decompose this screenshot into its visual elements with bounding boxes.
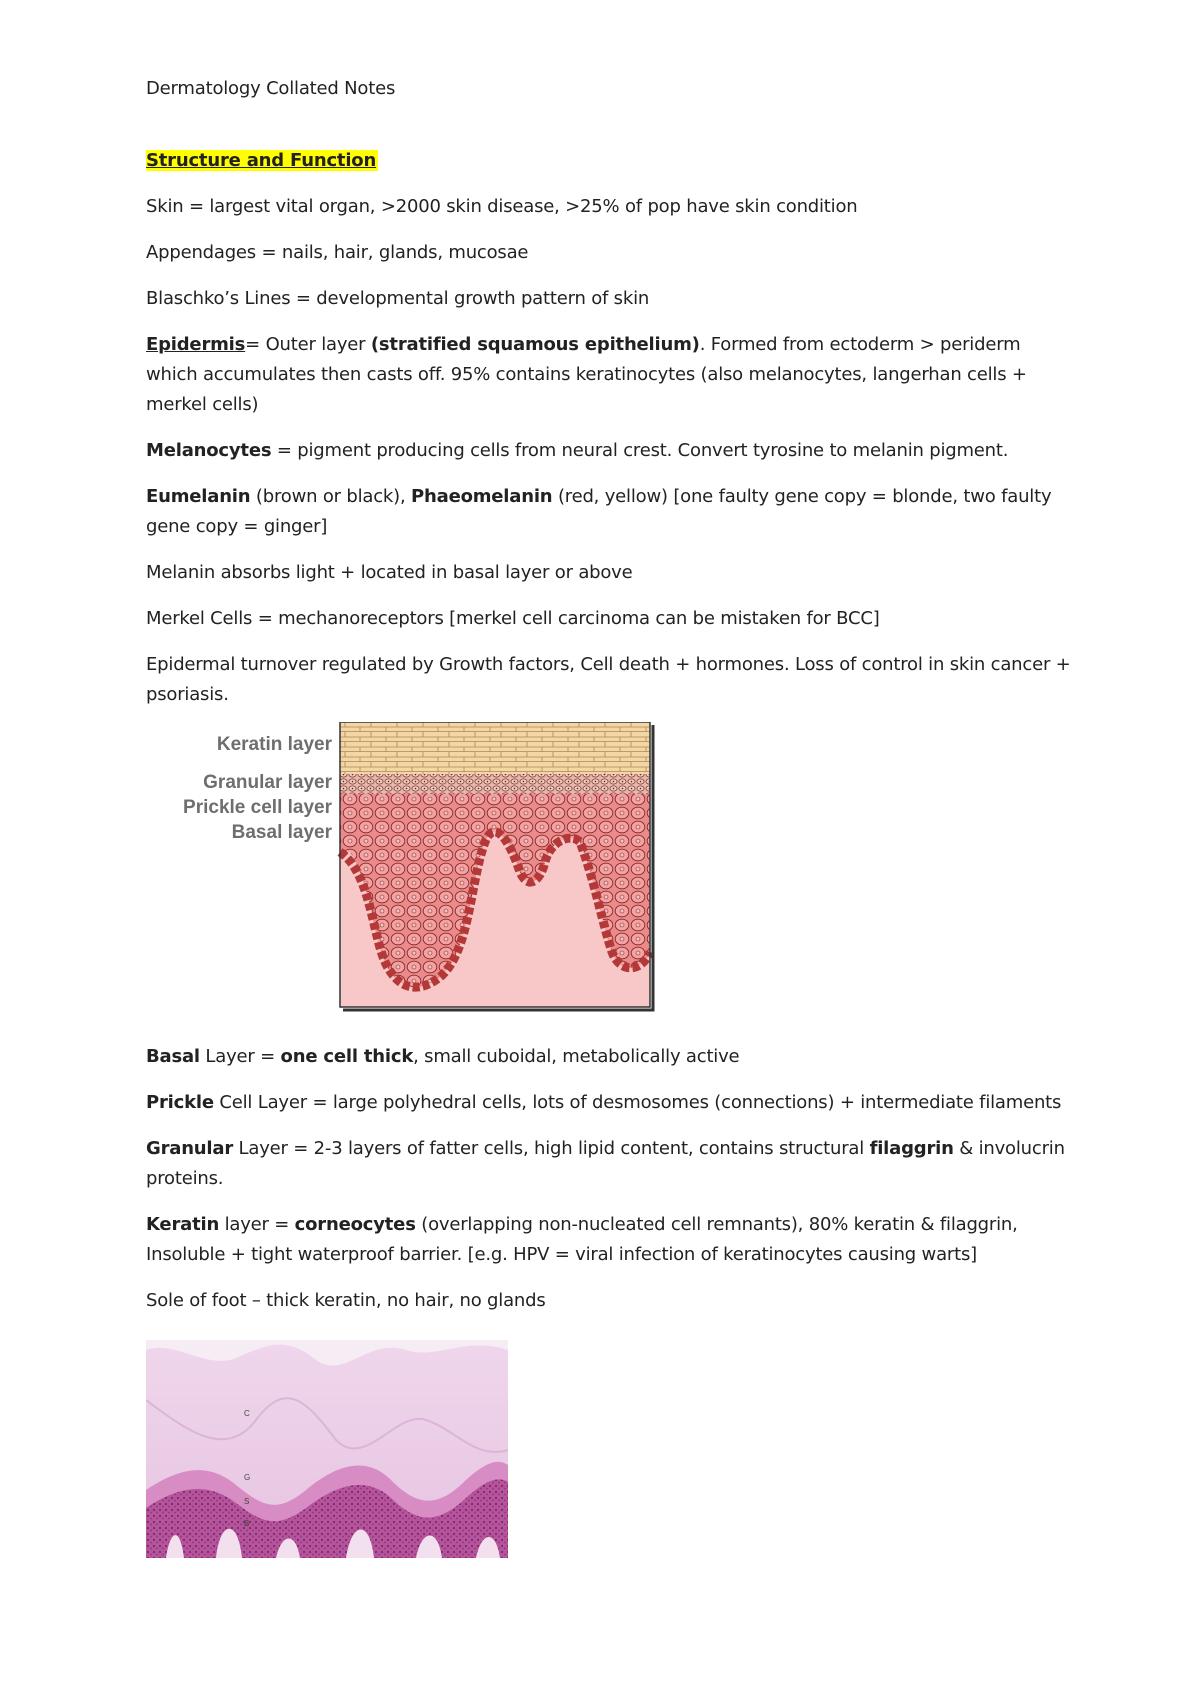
- micro-letter-c: C: [244, 1409, 250, 1418]
- basal-rest: , small cuboidal, metabolically active: [413, 1046, 740, 1067]
- basal-note: [146, 1042, 1076, 1072]
- basal-bold: one cell thick: [280, 1046, 414, 1067]
- epidermis-diagram: [150, 722, 660, 1012]
- prickle-term: Prickle: [146, 1092, 214, 1113]
- blaschko-note: Blaschko’s Lines = developmental growth pattern of skin: [146, 288, 650, 309]
- skin-note: Skin = largest vital organ, >2000 skin disease, >25% of pop have skin condition: [146, 196, 858, 217]
- epidermis-bold: (stratified squamous epithelium): [370, 334, 700, 355]
- filaggrin-bold: filaggrin: [869, 1138, 954, 1159]
- micro-letter-s: S: [244, 1497, 250, 1506]
- diagram-labels: [150, 722, 332, 1012]
- keratin-rest: (overlapping non-nucleated cell remnants), 80% keratin & filaggrin, Insoluble + tight waterproof barrier. [e.g. HPV = viral infection of keratinocytes causing warts]: [146, 1214, 1018, 1265]
- basal-mid: Layer =: [199, 1046, 281, 1067]
- eumelanin-mid: (brown or black),: [250, 486, 412, 507]
- phaeomelanin-term: Phaeomelanin: [411, 486, 553, 507]
- epidermis-note: [146, 330, 1076, 420]
- micro-letter-g: G: [244, 1473, 251, 1482]
- eumelanin-term: Eumelanin: [146, 486, 251, 507]
- eumelanin-note: [146, 482, 1076, 542]
- prickle-note: [146, 1088, 1076, 1118]
- sole-note: Sole of foot – thick keratin, no hair, no glands: [146, 1290, 546, 1311]
- basal-layer-label: Basal layer: [231, 822, 332, 843]
- granular-note: [146, 1134, 1076, 1194]
- keratin-note: [146, 1210, 1076, 1270]
- granular-layer-label: Granular layer: [203, 772, 332, 793]
- granular-mid: Layer = 2-3 layers of fatter cells, high lipid content, contains structural: [233, 1138, 870, 1159]
- appendages-note: Appendages = nails, hair, glands, mucosae: [146, 242, 529, 263]
- eumelanin-rest: (red, yellow) [one faulty gene copy = blonde, two faulty gene copy = ginger]: [146, 486, 1052, 537]
- granular-term: Granular: [146, 1138, 234, 1159]
- prickle-layer-label: Prickle cell layer: [183, 797, 332, 818]
- melanocytes-term: Melanocytes: [146, 440, 272, 461]
- melanin-note: Melanin absorbs light + located in basal layer or above: [146, 562, 633, 583]
- turnover-note: Epidermal turnover regulated by Growth factors, Cell death + hormones. Loss of control in skin cancer + psoriasis.: [146, 654, 1071, 705]
- melanocytes-rest: = pigment producing cells from neural crest. Convert tyrosine to melanin pigment.: [271, 440, 1009, 461]
- epidermis-rest: . Formed from ectoderm > periderm which accumulates then casts off. 95% contains keratinocytes (also melanocytes, langerhan cells + merkel cells): [146, 334, 1027, 415]
- granular-rest: & involucrin proteins.: [146, 1138, 1065, 1189]
- epidermis-term: Epidermis: [146, 334, 246, 355]
- prickle-rest: Cell Layer = large polyhedral cells, lots of desmosomes (connections) + intermediate filaments: [213, 1092, 1062, 1113]
- section-heading: [146, 146, 1076, 176]
- micro-letter-b: B: [244, 1519, 250, 1528]
- keratin-mid: layer =: [219, 1214, 295, 1235]
- basal-term: Basal: [146, 1046, 200, 1067]
- document-title: Dermatology Collated Notes: [146, 78, 396, 99]
- merkel-note: Merkel Cells = mechanoreceptors [merkel cell carcinoma can be mistaken for BCC]: [146, 608, 880, 629]
- keratin-layer-label: Keratin layer: [216, 734, 332, 755]
- micrograph-image: [146, 1340, 508, 1558]
- melanocytes-note: [146, 436, 1076, 466]
- epidermis-eq: = Outer layer: [245, 334, 371, 355]
- sole-micrograph: [146, 1340, 508, 1558]
- heading-highlight: Structure and Function: [146, 150, 377, 171]
- corneocytes-bold: corneocytes: [294, 1214, 416, 1235]
- keratin-term: Keratin: [146, 1214, 220, 1235]
